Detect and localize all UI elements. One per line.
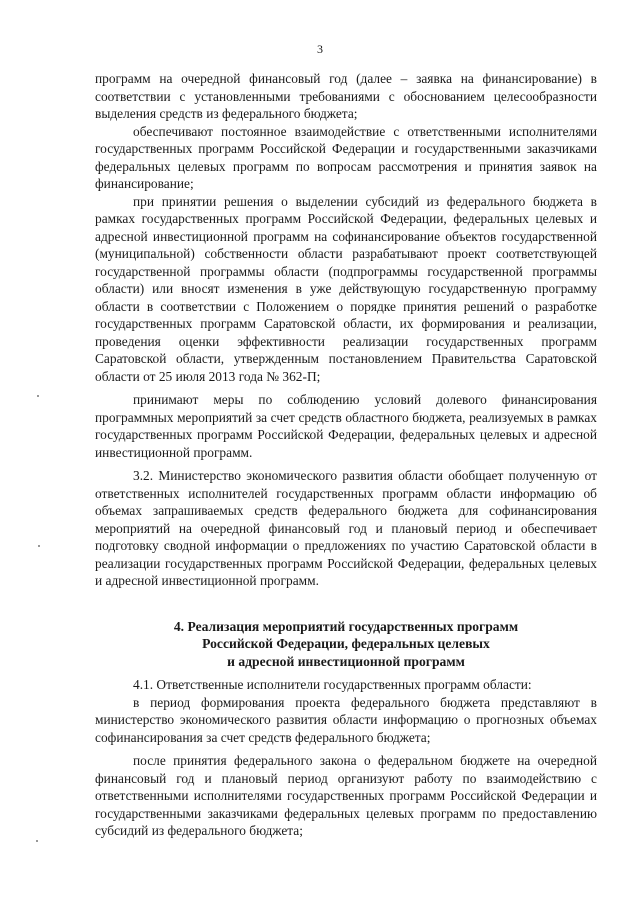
- paragraph-interaction: обеспечивают постоянное взаимодействие с ответственными исполнителями государственных программ Российской Федерации и государственными заказчиками федеральных целевых программ по вопросам рассмотрения и принятия заявок на финансирование;: [95, 123, 597, 191]
- scan-speck: [36, 840, 38, 842]
- paragraph-3-2: 3.2. Министерство экономического развития области обобщает полученную от ответственных исполнителей государственных программ области информацию об объемах запрашиваемых средств федерального бюджета для софинансирования мероприятий на очередной финансовый год и плановый период и обеспечивает подготовку сводной информации о предложениях по участию Саратовской области в реализации государственных программ Российской Федерации, федеральных целевых и адресной инвестиционной программ.: [95, 468, 597, 588]
- page-number: 3: [317, 42, 323, 56]
- scan-speck: [38, 545, 40, 547]
- paragraph-subsidy-decision: при принятии решения о выделении субсидий из федерального бюджета в рамках государственных программ Российской Федерации, федеральных целевых и адресной инвестиционной программ на софинансирование объектов государственной (муниципальной) собственности области разрабатывают проект соответствующей государственной программы области (подпрограммы государственной программы области) или вносят изменения в уже действующую государственную программу области в соответствии с Положением о порядке принятия решений о разработке государственных программ Саратовской области, их формирования и реализации, проведения оценки эффективности реализации государственных программ Саратовской области, утвержденным постановлением Правительства Саратовской области от 25 июля 2013 года № 362-П;: [95, 193, 597, 384]
- paragraph-application-continuation: программ на очередной финансовый год (далее – заявка на финансирование) в соответствии с установленными требованиями с обоснованием целесообразности выделения средств из федерального бюджета;: [95, 71, 597, 121]
- paragraph-forecast-info: в период формирования проекта федерального бюджета представляют в министерство экономического развития области информацию о прогнозных объемах софинансирования за счет средств федерального бюджета;: [95, 694, 597, 745]
- section-heading-line-1: 4. Реализация мероприятий государственных программ: [173, 618, 519, 634]
- section-heading: [95, 618, 597, 671]
- paragraph-4-1: 4.1. Ответственные исполнители государственных программ области:: [133, 677, 532, 692]
- paragraph-federal-law: после принятия федерального закона о федеральном бюджете на очередной финансовый год и плановый период организуют работу по взаимодействию с ответственными исполнителями государственных программ Российской Федерации и государственными заказчиками федеральных целевых программ по предоставлению субсидий из федерального бюджета;: [95, 753, 597, 838]
- scan-speck: [37, 395, 39, 397]
- document-body: [95, 70, 597, 840]
- paragraph-cofinancing-measures: принимают меры по соблюдению условий долевого финансирования программных мероприятий за счет средств областного бюджета, реализуемых в рамках государственных программ Российской Федерации, федеральных целевых и адресной инвестиционной программ.: [95, 392, 597, 460]
- section-heading-line-3: и адресной инвестиционной программ: [227, 653, 465, 669]
- section-heading-line-2: Российской Федерации, федеральных целевых: [202, 636, 490, 651]
